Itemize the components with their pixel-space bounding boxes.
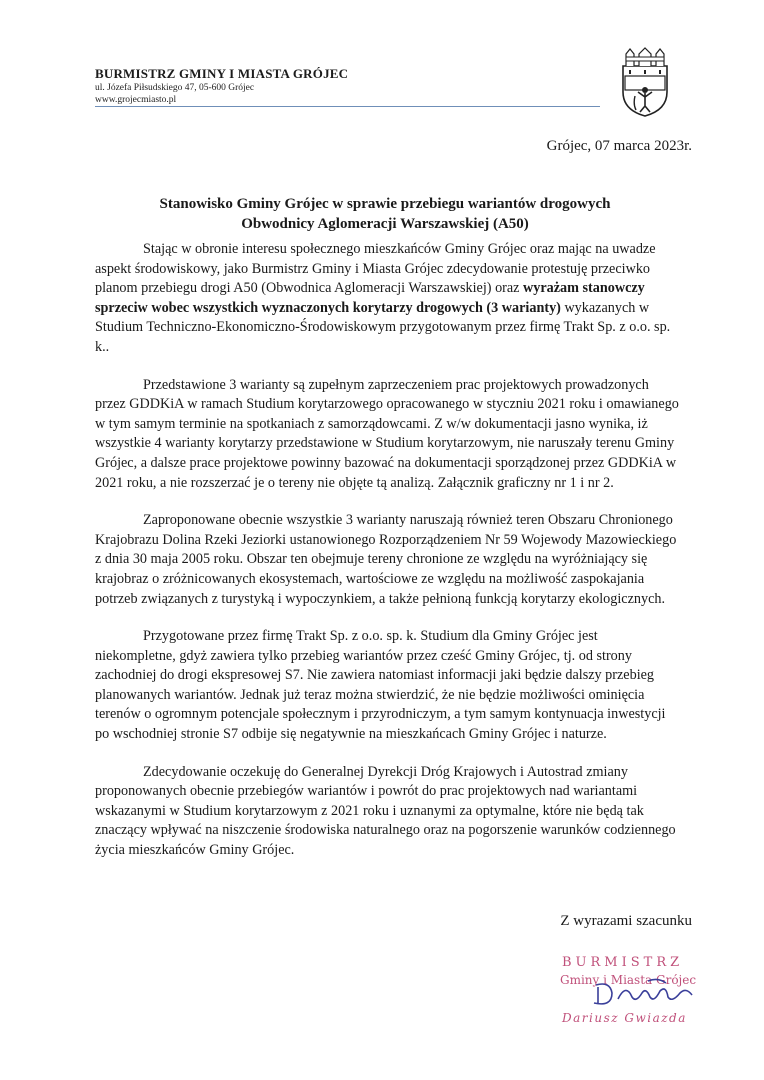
org-website: www.grojecmiasto.pl bbox=[95, 95, 177, 105]
letterhead-divider bbox=[95, 106, 600, 107]
paragraph-1-end: wykazanych w Studium Techniczno-Ekonomiczno-Środowiskowym przygotowanym przez firmę Trakt Sp. z o.o. sp. k.. bbox=[95, 299, 671, 355]
coat-of-arms-icon bbox=[620, 46, 670, 118]
title-line-2: Obwodnicy Aglomeracji Warszawskiej (A50) bbox=[241, 216, 529, 232]
document-title bbox=[95, 194, 675, 234]
paragraph-2: Przedstawione 3 warianty są zupełnym zaprzeczeniem prac projektowych prowadzonych przez GDDKiA w ramach Studium korytarzowego opracowanego w styczniu 2021 roku i omawianego w tym samym terminie na spotkaniach z samorządowcami. Z w/w dokumentacji jasno wynika, iż wszystkie 4 warianty korytarzy przedstawione w Studium korytarzowym, nie naruszały terenu Gminy Grójec, a dalsze prace projektowe powinny bazować na dokumentacji sporządzonej przez GDDKiA w 2021 roku, a nie rozszerzać je o tereny nie objęte tą analizą. Załącznik graficzny nr 1 i nr 2. bbox=[95, 376, 679, 491]
signature-stamp bbox=[548, 955, 718, 1035]
paragraph-4: Przygotowane przez firmę Trakt Sp. z o.o. sp. k. Studium dla Gminy Grójec jest niekompletne, gdyż zawiera tylko przebieg wariantów przez cześć Gminy Grójec, tj. od strony zachodniej do drogi ekspresowej S7. Nie zawiera natomiast informacji jaki będzie dalszy przebieg planowanych wariantów. Jednak już teraz można stwierdzić, że nie będzie możliwości ominięcia terenów o ogromnym potencjale społecznym i przyrodniczym, a tym samym kontynuacja inwestycji po wschodniej stronie S7 odbije się negatywnie na mieszkańcach Gminy Grójec i naturze. bbox=[95, 628, 666, 743]
letter-body bbox=[95, 240, 680, 879]
org-address: ul. Józefa Piłsudskiego 47, 05-600 Grójec bbox=[95, 83, 255, 93]
letter-date: Grójec, 07 marca 2023r. bbox=[546, 138, 692, 154]
org-name: BURMISTRZ GMINY I MIASTA GRÓJEC bbox=[95, 66, 349, 81]
paragraph-5: Zdecydowanie oczekuję do Generalnej Dyrekcji Dróg Krajowych i Autostrad zmiany proponowanych obecnie przebiegów wariantów i powrót do prac projektowych nad wariantami wskazanymi w Studium korytarzowym z 2021 roku i uznanymi za optymalne, które nie będą tak znaczący wpływać na niszczenie środowiska naturalnego oraz na pogorszenie warunków codziennego życia mieszkańców Gminy Grójec. bbox=[95, 763, 676, 859]
stamp-title: BURMISTRZ bbox=[562, 955, 684, 970]
stamp-name: Dariusz Gwiazda bbox=[562, 1011, 687, 1025]
paragraph-1-emphasis: wyrażam stanowczy sprzeciw wobec wszystkich wyznaczonych korytarzy drogowych (3 warianty) bbox=[95, 280, 645, 316]
paragraph-3: Zaproponowane obecnie wszystkie 3 warianty naruszają również teren Obszaru Chronionego Krajobrazu Dolina Rzeki Jeziorki ustanowionego Rozporządzeniem Nr 59 Wojewody Mazowieckiego z dnia 30 maja 2005 roku. Obszar ten obejmuje tereny chronione ze względu na wyróżniający się krajobraz o zróżnicowanych ekosystemach, wartościowe ze względu na możliwość zaspokajania potrzeb związanych z turystyką i wypoczynkiem, a także pełnioną funkcją korytarzy ekologicznych. bbox=[95, 512, 677, 607]
stamp-office: Gminy i Miasta Grójec bbox=[560, 973, 697, 987]
title-line-1: Stanowisko Gminy Grójec w sprawie przebiegu wariantów drogowych bbox=[159, 196, 611, 212]
handwritten-signature-icon bbox=[588, 973, 708, 1013]
closing-salutation: Z wyrazami szacunku bbox=[560, 913, 692, 929]
paragraph-1 bbox=[95, 240, 680, 358]
letterhead bbox=[95, 66, 605, 106]
paragraph-1-start: Stając w obronie interesu społecznego mieszkańców Gminy Grójec oraz mając na uwadze aspekt środowiskowy, jako Burmistrz Gminy i Miasta Grójec zdecydowanie protestuję przeciwko planom przebiegu drogi A50 (Obwodnica Aglomeracji Warszawskiej) oraz bbox=[95, 241, 656, 297]
